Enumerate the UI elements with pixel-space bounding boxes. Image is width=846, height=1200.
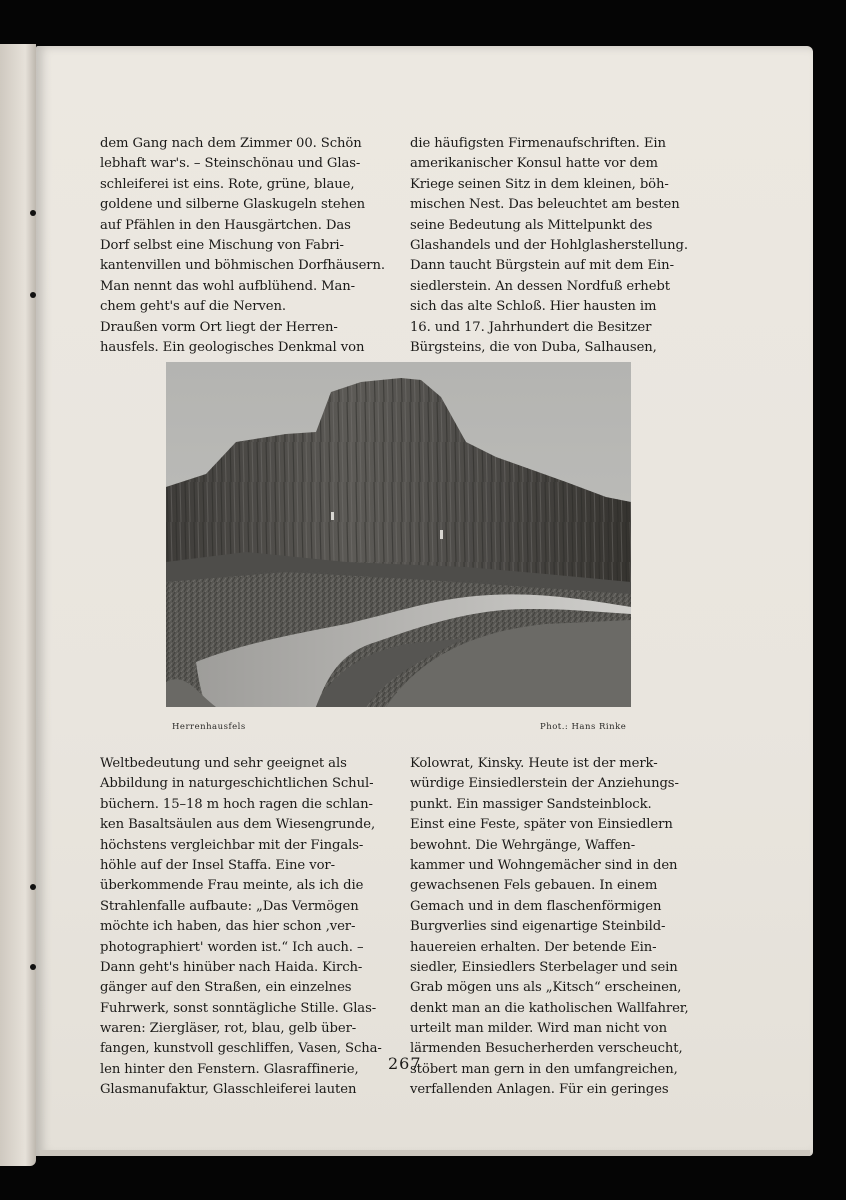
text-line: Glashandels und der Hohlglasherstellung. <box>410 237 688 253</box>
text-line: sich das alte Schloß. Hier hausten im <box>410 299 657 315</box>
text-line: Draußen vorm Ort liegt der Herren- <box>100 319 338 335</box>
text-line: Einst eine Feste, später von Einsiedlern <box>410 817 673 833</box>
photo-herrenhausfels <box>166 362 631 707</box>
text-line: überkommende Frau meinte, als ich die <box>100 878 364 894</box>
text-line: höhle auf der Insel Staffa. Eine vor- <box>100 857 335 873</box>
text-line: verfallenden Anlagen. Für ein geringes <box>410 1082 669 1098</box>
text-line: hauereien erhalten. Der betende Ein- <box>410 939 657 955</box>
text-line: 16. und 17. Jahrhundert die Besitzer <box>410 319 652 335</box>
text-line: würdige Einsiedlerstein der Anziehungs- <box>410 776 679 792</box>
text-line: ken Basaltsäulen aus dem Wiesengrunde, <box>100 817 376 833</box>
text-line: schleiferei ist eins. Rote, grüne, blaue, <box>100 176 355 192</box>
photo-caption-title: Herrenhausfels <box>172 722 246 732</box>
photo-credit: Phot.: Hans Rinke <box>540 722 627 732</box>
text-line: Burgverlies sind eigenartige Steinbild- <box>410 919 666 935</box>
text-line: siedler, Einsiedlers Sterbelager und sein <box>410 959 678 975</box>
text-line: fangen, kunstvoll geschliffen, Vasen, Scha- <box>100 1041 382 1057</box>
text-line: Abbildung in naturgeschichtlichen Schul- <box>100 776 374 792</box>
basalt-rock-photo <box>166 362 631 707</box>
text-line: Grab mögen uns als „Kitsch“ erscheinen, <box>410 980 682 996</box>
text-line: amerikanischer Konsul hatte vor dem <box>410 156 658 172</box>
text-line: auf Pfählen in den Hausgärtchen. Das <box>100 217 351 233</box>
text-line: siedlerstein. An dessen Nordfuß erhebt <box>410 278 670 294</box>
text-line: Weltbedeutung und sehr geeignet als <box>100 756 347 771</box>
text-line: büchern. 15–18 m hoch ragen die schlan- <box>100 796 373 812</box>
text-line: Kriege seinen Sitz in dem kleinen, böh- <box>410 176 669 192</box>
text-line: Glasmanufaktur, Glasschleiferei lauten <box>100 1082 357 1098</box>
text-line: Dann geht's hinüber nach Haida. Kirch- <box>100 959 363 975</box>
text-line: waren: Ziergläser, rot, blau, gelb über- <box>100 1021 357 1037</box>
text-line: mischen Nest. Das beleuchtet am besten <box>410 197 680 213</box>
text-line: hausfels. Ein geologisches Denkmal von <box>100 339 365 355</box>
text-column-bottom-left <box>100 754 396 1101</box>
text-line: chem geht's auf die Nerven. <box>100 299 286 315</box>
text-line: gänger auf den Straßen, ein einzelnes <box>100 980 352 996</box>
text-line: Gemach und in dem flaschenförmigen <box>410 898 662 914</box>
text-line: goldene und silberne Glaskugeln stehen <box>100 197 366 213</box>
page-number: 267 <box>388 1054 422 1073</box>
text-line: Dorf selbst eine Mischung von Fabri- <box>100 237 344 253</box>
text-line: Fuhrwerk, sonst sonntägliche Stille. Glas- <box>100 1000 377 1016</box>
text-line: seine Bedeutung als Mittelpunkt des <box>410 217 653 233</box>
text-line: photographiert' worden ist.“ Ich auch. – <box>100 939 364 955</box>
text-line: Kolowrat, Kinsky. Heute ist der merk- <box>410 756 658 771</box>
text-line: kammer und Wohngemächer sind in den <box>410 857 678 873</box>
text-line: urteilt man milder. Wird man nicht von <box>410 1021 667 1037</box>
text-line: Bürgsteins, die von Duba, Salhausen, <box>410 339 657 355</box>
text-line: len hinter den Fenstern. Glasraffinerie, <box>100 1061 359 1077</box>
text-line: Dann taucht Bürgstein auf mit dem Ein- <box>410 258 674 274</box>
text-line: lebhaft war's. – Steinschönau und Glas- <box>100 156 361 172</box>
page-bottom-edge <box>40 1150 810 1156</box>
text-line: möchte ich haben, das hier schon ‚ver- <box>100 919 356 935</box>
text-line: Man nennt das wohl aufblühend. Man- <box>100 278 356 294</box>
text-column-top-right <box>410 134 706 358</box>
text-line: stöbert man gern in den umfangreichen, <box>410 1061 678 1077</box>
text-line: dem Gang nach dem Zimmer 00. Schön <box>100 136 362 151</box>
text-line: die häufigsten Firmenaufschriften. Ein <box>410 136 666 151</box>
text-line: kantenvillen und böhmischen Dorfhäusern. <box>100 258 385 274</box>
text-line: höchstens vergleichbar mit der Fingals- <box>100 837 364 853</box>
text-line: denkt man an die katholischen Wallfahrer, <box>410 1000 689 1016</box>
text-column-top-left <box>100 134 396 358</box>
text-line: gewachsenen Fels gebauen. In einem <box>410 878 658 894</box>
text-line: bewohnt. Die Wehrgänge, Waffen- <box>410 837 636 853</box>
text-column-bottom-right <box>410 754 706 1101</box>
text-line: Strahlenfalle aufbaute: „Das Vermögen <box>100 898 359 914</box>
text-line: punkt. Ein massiger Sandsteinblock. <box>410 796 652 812</box>
text-line: lärmenden Besucherherden verscheucht, <box>410 1041 683 1057</box>
